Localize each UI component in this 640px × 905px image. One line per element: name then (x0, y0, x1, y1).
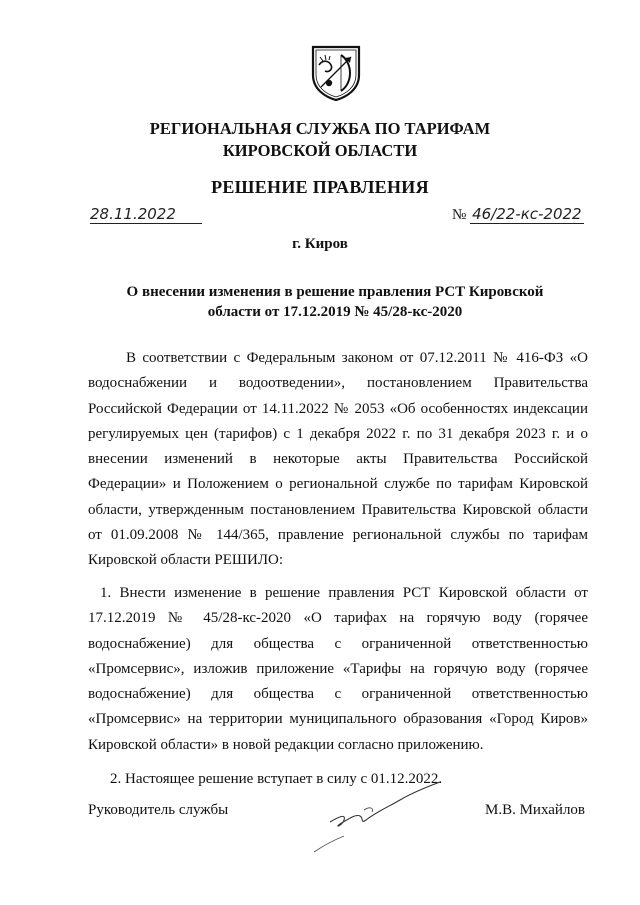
subject-line1: О внесении изменения в решение правления РСТ Кировской (126, 284, 544, 300)
subject (120, 282, 550, 322)
signatory-role: Руководитель службы (88, 802, 229, 818)
decision-date: 28.11.2022 (90, 205, 202, 224)
org-name-line2: КИРОВСКОЙ ОБЛАСТИ (222, 141, 418, 160)
subject-line2: области от 17.12.2019 № 45/28-кс-2020 (207, 304, 463, 320)
city: г. Киров (292, 236, 348, 252)
org-name (0, 118, 640, 162)
signatory-name: М.В. Михайлов (485, 802, 586, 818)
document-title: РЕШЕНИЕ ПРАВЛЕНИЯ (211, 177, 429, 197)
decision-item-1: 1. Внести изменение в решение правления РСТ Кировской области от 17.12.2019 № 45/28-кс-2020 «О тарифах на горячую воду (горячее водоснабжение) для общества с ограниченной ответственностью «Промсервис», изложив приложение «Тарифы на горячую воду (горячее водоснабжение) для общества с ограниченной ответственностью «Промсервис» на территории муниципального образования «Город Киров» Кировской области» в новой редакции согласно приложению. (88, 585, 588, 753)
handwritten-signature (300, 780, 450, 860)
decision-number (452, 205, 584, 224)
preamble-paragraph: В соответствии с Федеральным законом от 07.12.2011 № 416-ФЗ «О водоснабжении и водоотведении», постановлением Правительства Российской Федерации от 14.11.2022 № 2053 «Об особенностях индексации регулируемых цен (тарифов) с 1 декабря 2022 г. по 31 декабря 2023 г. и о внесении изменений в некоторые акты Правительства Российской Федерации» и Положением о региональной службе по тарифам Кировской области, утвержденным постановлением Правительства Кировской области от 01.09.2008 № 144/365, правление региональной службы по тарифам Кировской области РЕШИЛО: (88, 350, 588, 569)
org-name-line1: РЕГИОНАЛЬНАЯ СЛУЖБА ПО ТАРИФАМ (149, 119, 491, 138)
coat-of-arms-icon (307, 43, 365, 101)
number-prefix: № (452, 207, 467, 223)
decision-item-2: 2. Настоящее решение вступает в силу с 01.12.2022. (110, 771, 443, 787)
number-value: 46/22-кс-2022 (472, 205, 582, 223)
